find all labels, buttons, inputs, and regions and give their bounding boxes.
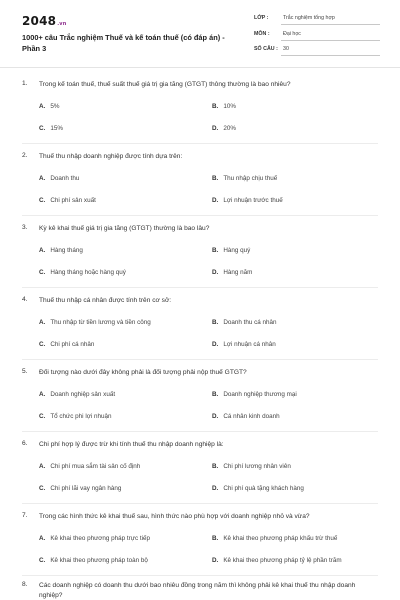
option-text: Chi phí quà tặng khách hàng [223, 485, 304, 492]
question-number: 1. [22, 80, 28, 87]
option-text: Thu nhập từ tiền lương và tiền công [50, 319, 151, 326]
option-d[interactable] [212, 413, 280, 420]
option-c[interactable] [39, 413, 112, 420]
option-text: Cá nhân kinh doanh [223, 413, 280, 420]
option-c[interactable] [39, 269, 126, 276]
option-text: 5% [50, 103, 60, 110]
option-a[interactable] [39, 247, 83, 254]
option-letter: D. [212, 341, 219, 348]
meta-subject-row [254, 29, 380, 41]
option-a[interactable] [39, 103, 59, 110]
option-c[interactable] [39, 485, 121, 492]
option-letter: D. [212, 413, 219, 420]
option-a[interactable] [39, 391, 115, 398]
question-number: 5. [22, 368, 28, 375]
meta-label: LỚP : [254, 15, 269, 21]
option-d[interactable] [212, 485, 304, 492]
question-number: 4. [22, 296, 28, 303]
logo-text: 2048 [22, 14, 57, 28]
option-letter: B. [212, 391, 219, 398]
question-text: Trong kế toán thuế, thuế suất thuế giá trị gia tăng (GTGT) thông thường là bao nhiêu? [39, 81, 291, 88]
option-text: Hàng quý [223, 247, 251, 254]
meta-count-row [254, 44, 380, 56]
option-text: 20% [223, 125, 236, 132]
option-letter: A. [39, 103, 46, 110]
option-text: Doanh thu [50, 175, 80, 182]
option-b[interactable] [212, 247, 250, 254]
option-b[interactable] [212, 535, 337, 542]
option-letter: D. [212, 485, 219, 492]
meta-underline [281, 55, 380, 56]
document-header [0, 0, 400, 66]
option-text: Chi phí lãi vay ngân hàng [50, 485, 122, 492]
option-letter: A. [39, 319, 46, 326]
option-text: Kê khai theo phương pháp tỷ lệ phần trăm [223, 557, 342, 564]
option-b[interactable] [212, 103, 236, 110]
option-text: Doanh nghiệp sản xuất [50, 391, 116, 398]
question-text: Trong các hình thức kê khai thuế sau, hình thức nào phù hợp với doanh nghiệp nhỏ và vừa? [39, 513, 310, 520]
option-b[interactable] [212, 319, 277, 326]
option-text: Doanh thu cá nhân [223, 319, 277, 326]
logo-suffix: .vn [57, 21, 67, 27]
option-letter: C. [39, 197, 46, 204]
question-divider [22, 287, 378, 288]
option-d[interactable] [212, 197, 283, 204]
question-divider [22, 215, 378, 216]
option-d[interactable] [212, 269, 252, 276]
meta-value: Đại học [283, 31, 301, 37]
option-text: Lợi nhuận cá nhân [223, 341, 276, 348]
question-text: Thuế thu nhập cá nhân được tính trên cơ sở: [39, 297, 172, 304]
question-text: Thuế thu nhập doanh nghiệp được tính dựa trên: [39, 153, 183, 160]
meta-label: SỐ CÂU : [254, 46, 278, 52]
option-c[interactable] [39, 197, 96, 204]
option-text: Hàng tháng [50, 247, 83, 254]
meta-value: Trắc nghiệm tổng hợp [283, 15, 335, 21]
option-b[interactable] [212, 175, 277, 182]
option-text: Tổ chức phi lợi nhuận [50, 413, 112, 420]
option-text: Thu nhập chịu thuế [223, 175, 278, 182]
option-text: Kê khai theo phương pháp khấu trừ thuế [223, 535, 338, 542]
option-a[interactable] [39, 535, 150, 542]
option-letter: D. [212, 197, 219, 204]
meta-underline [281, 40, 380, 41]
meta-value: 30 [283, 46, 289, 52]
meta-class-row [254, 13, 380, 25]
question-number: 3. [22, 224, 28, 231]
option-c[interactable] [39, 341, 94, 348]
option-letter: B. [212, 319, 219, 326]
option-letter: C. [39, 269, 46, 276]
option-text: Chi phí lương nhân viên [223, 463, 291, 470]
option-text: 10% [223, 103, 236, 110]
question-divider [22, 575, 378, 576]
option-letter: A. [39, 463, 46, 470]
question-divider [22, 143, 378, 144]
option-letter: A. [39, 247, 46, 254]
option-letter: D. [212, 557, 219, 564]
option-a[interactable] [39, 175, 79, 182]
question-divider [22, 431, 378, 432]
question-text: Chi phí hợp lý được trừ khi tính thuế thu nhập doanh nghiệp là: [39, 441, 224, 448]
option-text: Lợi nhuận trước thuế [223, 197, 283, 204]
option-letter: D. [212, 269, 219, 276]
option-letter: C. [39, 125, 46, 132]
meta-underline [281, 24, 380, 25]
meta-label: MÔN : [254, 31, 270, 37]
option-letter: A. [39, 535, 46, 542]
option-c[interactable] [39, 125, 63, 132]
option-d[interactable] [212, 557, 342, 564]
site-logo[interactable] [22, 14, 67, 28]
option-c[interactable] [39, 557, 148, 564]
option-b[interactable] [212, 391, 297, 398]
option-letter: A. [39, 175, 46, 182]
option-text: Hàng năm [223, 269, 253, 276]
option-letter: B. [212, 175, 219, 182]
question-number: 7. [22, 512, 28, 519]
question-divider [22, 359, 378, 360]
option-letter: B. [212, 247, 219, 254]
option-text: Hàng tháng hoặc hàng quý [50, 269, 126, 276]
option-letter: C. [39, 413, 46, 420]
option-letter: C. [39, 485, 46, 492]
question-number: 8. [22, 581, 28, 588]
option-letter: B. [212, 535, 219, 542]
question-text: Kỳ kê khai thuế giá trị gia tăng (GTGT) thường là bao lâu? [39, 225, 210, 232]
option-letter: B. [212, 463, 219, 470]
option-text: Chi phí sản xuất [50, 197, 96, 204]
option-d[interactable] [212, 125, 236, 132]
option-text: 15% [50, 125, 63, 132]
option-text: Doanh nghiệp thương mại [223, 391, 297, 398]
option-a[interactable] [39, 319, 151, 326]
option-letter: B. [212, 103, 219, 110]
option-letter: D. [212, 125, 219, 132]
option-text: Chi phí cá nhân [50, 341, 95, 348]
option-text: Chi phí mua sắm tài sản cố định [50, 463, 141, 470]
question-number: 6. [22, 440, 28, 447]
option-letter: C. [39, 557, 46, 564]
header-divider [0, 67, 400, 68]
question-text: Các doanh nghiệp có doanh thu dưới bao nhiêu đồng trong năm thì không phải kê khai thuế thu nhập doanh nghiệp? [39, 582, 356, 599]
question-number: 2. [22, 152, 28, 159]
option-d[interactable] [212, 341, 276, 348]
option-a[interactable] [39, 463, 140, 470]
option-letter: A. [39, 391, 46, 398]
option-b[interactable] [212, 463, 291, 470]
option-letter: C. [39, 341, 46, 348]
question-text: Đối tượng nào dưới đây không phải là đối tượng phải nộp thuế GTGT? [39, 369, 247, 376]
option-text: Kê khai theo phương pháp toàn bộ [50, 557, 148, 564]
question-divider [22, 503, 378, 504]
option-text: Kê khai theo phương pháp trực tiếp [50, 535, 151, 542]
page-title: 1000+ câu Trắc nghiệm Thuế và kế toán thuế (có đáp án) - Phần 3 [22, 33, 225, 53]
